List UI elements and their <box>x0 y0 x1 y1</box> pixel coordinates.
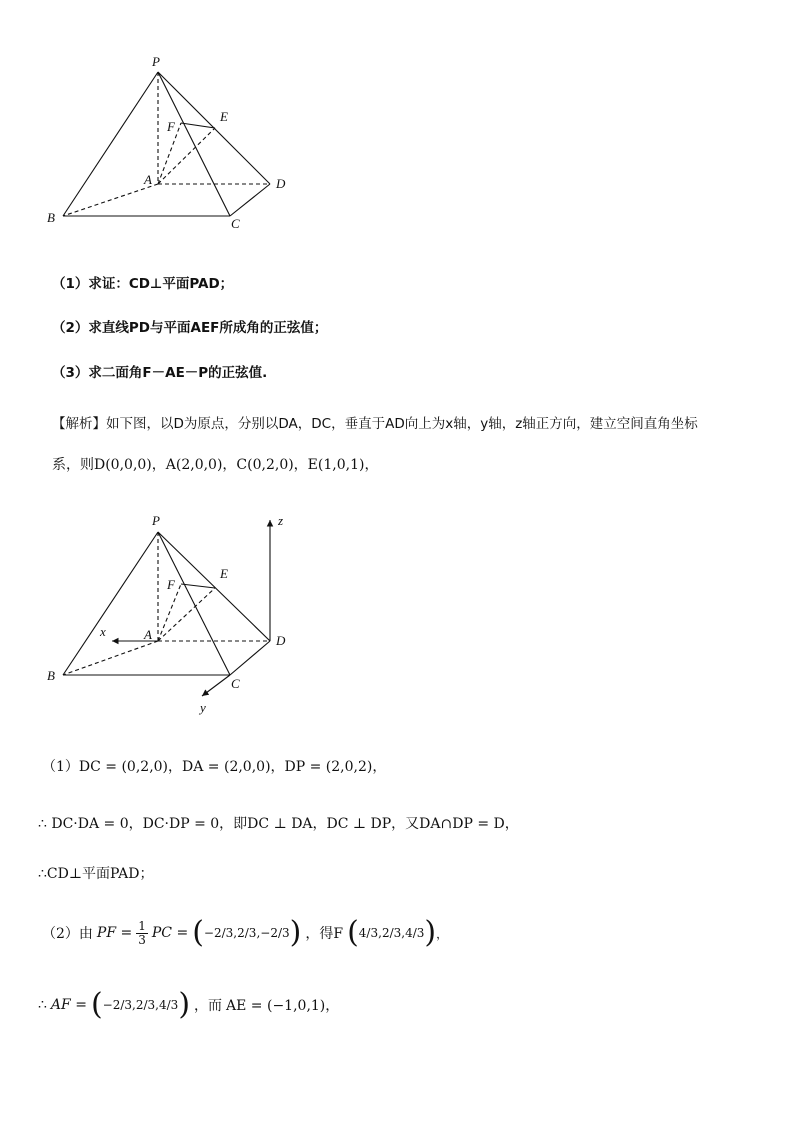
question-2: （2）求直线PD与平面AEF所成角的正弦值； <box>52 320 328 336</box>
edge-AE <box>158 128 215 184</box>
edge-PB-2 <box>63 532 158 675</box>
label-F-2: F <box>167 577 175 592</box>
label-A-2: A <box>144 627 152 642</box>
s4-eq2: PC = <box>151 925 189 941</box>
y-axis <box>202 675 230 696</box>
label-C-2: C <box>231 676 240 691</box>
label-P: P <box>152 54 160 69</box>
question-1: （1）求证：CD⊥平面PAD； <box>52 276 234 292</box>
s4-vec-2: −2/3 <box>260 926 290 940</box>
s5-vec-2: 4/3 <box>159 998 179 1012</box>
question-3: （3）求二面角F－AE－P的正弦值. <box>52 365 268 381</box>
edge-AB <box>63 184 158 216</box>
s5-prefix: ∴ <box>38 997 47 1013</box>
label-C: C <box>231 216 240 231</box>
s4-frac-den: 3 <box>138 932 146 947</box>
solution-line-5 <box>38 987 340 1022</box>
label-P-2: P <box>152 513 160 528</box>
s5-vec-1: 2/3 <box>135 998 156 1012</box>
s5-mid: ，而 <box>194 998 223 1014</box>
s5-vec-0: −2/3 <box>102 998 133 1012</box>
label-z-axis: z <box>278 513 284 528</box>
label-F: F <box>167 119 175 134</box>
s4-vector: ( −2/3 , 2/3 , −2/3 ) <box>192 915 302 950</box>
s4-fraction <box>136 920 148 947</box>
s5-eq: AF = <box>50 997 87 1013</box>
s4-frac-num: 1 <box>138 918 146 933</box>
edge-PB <box>63 72 158 216</box>
s5-vector: ( −2/3 , 2/3 , 4/3 ) <box>90 987 191 1022</box>
solution-line-3: ∴CD⊥平面PAD； <box>38 866 154 882</box>
s4-vec-0: −2/3 <box>203 926 234 940</box>
label-B-2: B <box>47 668 55 683</box>
edge-CD <box>230 184 270 216</box>
label-D: D <box>276 176 286 191</box>
s4-vec-1: 2/3 <box>237 926 257 940</box>
edge-CD-2 <box>230 641 270 675</box>
label-B: B <box>47 210 55 225</box>
solution-line-2: ∴ DC·DA = 0，DC·DP = 0，即DC ⊥ DA，DC ⊥ DP，又DA∩DP = D， <box>38 816 519 832</box>
edge-PC-2 <box>158 532 230 675</box>
pyramid-figure-2-with-axes <box>0 500 794 725</box>
s4-point-0: 4/3 <box>358 926 379 940</box>
analysis-line-2: 系，则D(0,0,0)，A(2,0,0)，C(0,2,0)，E(1,0,1)， <box>52 457 379 473</box>
label-E-2: E <box>220 566 228 581</box>
analysis-line-1: 【解析】如下图，以D为原点，分别以DA，DC，垂直于AD向上为x轴，y轴，z轴正方向，建立空间直角坐标 <box>52 416 698 432</box>
edge-AE-2 <box>158 588 215 641</box>
label-x-axis: x <box>100 624 106 639</box>
s4-point-1: 2/3 <box>381 926 402 940</box>
s4-point-2: 4/3 <box>405 926 425 940</box>
solution-line-4 <box>42 915 449 950</box>
pyramid-figure-1 <box>0 0 794 240</box>
label-A: A <box>144 172 152 187</box>
s5-ae: AE = (−1,0,1)， <box>226 998 340 1014</box>
edge-AB-2 <box>63 641 158 675</box>
label-y-axis: y <box>200 700 206 715</box>
solution-line-1: （1）DC = (0,2,0)，DA = (2,0,0)，DP = (2,0,2)， <box>42 759 387 775</box>
s4-get: ，得F <box>305 926 344 942</box>
s4-eq1: PF = <box>96 925 133 941</box>
edge-AF-2 <box>158 584 181 641</box>
s4-point: ( 4/3 , 2/3 , 4/3 ) ， <box>347 915 449 950</box>
edge-PC <box>158 72 230 216</box>
label-E: E <box>220 109 228 124</box>
s4-prefix: （2）由 <box>42 926 93 942</box>
label-D-2: D <box>276 633 286 648</box>
